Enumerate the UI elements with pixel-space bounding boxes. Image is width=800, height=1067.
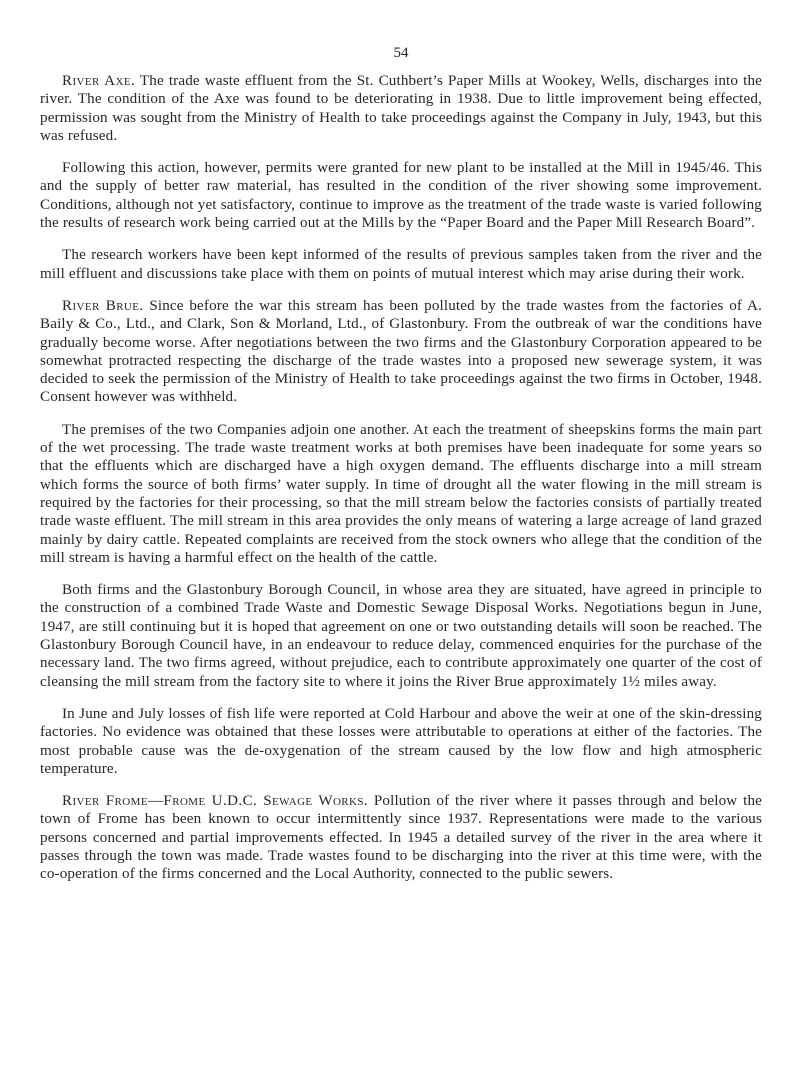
paragraph [40, 705, 762, 778]
paragraph-text: The research workers have been kept informed of the results of previous samples taken from the river and the mill effluent and discussions take place with them on points of mutual interest which may arise during their work. [40, 247, 762, 282]
paragraph [40, 159, 762, 232]
paragraph-text: The premises of the two Companies adjoin one another. At each the treatment of sheepskins forms the main part of the wet processing. The trade waste treatment works at both premises have been inadequate for some years so that the effluents which are discharged have a high oxygen demand. The effluents discharge into a mill stream which forms the source of both firms’ water supply. In time of drought all the water flowing in the mill stream is required by the factories for their processing, so that the mill stream below the factories consists of partially treated trade waste effluent. The mill stream in this area provides the only means of watering a large acreage of land grazed mainly by dairy cattle. Repeated complaints are received from the stock owners who allege that the condition of the mill stream is having a harmful effect on the health of the cattle. [40, 421, 762, 566]
section-heading-river-frome: River Frome—Frome U.D.C. Sewage Works. [62, 793, 369, 810]
paragraph-text: Pollution of the river where it passes through and below the town of Frome has been known to occur intermittently since 1937. Representations were made to the various persons concerned and partial improvements effected. In 1945 a detailed survey of the river in the area where it passes through the town was made. Trade wastes found to be discharging into the river at this time were, with the co-operation of the firms concerned and the Local Authority, connected to the public sewers. [40, 793, 762, 883]
paragraph-river-frome [40, 792, 762, 883]
page-number: 54 [393, 45, 409, 61]
document-page [40, 44, 762, 898]
paragraph [40, 421, 762, 567]
section-heading-river-brue: River Brue. [62, 297, 144, 314]
paragraph-text: The trade waste effluent from the St. Cuthbert’s Paper Mills at Wookey, Wells, discharges into the river. The condition of the Axe was found to be deteriorating in 1938. Due to little improvement being effected, permission was sought from the Ministry of Health to take proceedings against the Company in July, 1943, but this was refused. [40, 73, 762, 144]
paragraph [40, 246, 762, 283]
paragraph [40, 581, 762, 691]
paragraph-text: Since before the war this stream has been polluted by the trade wastes from the factories of A. Baily & Co., Ltd., and Clark, Son & Morland, Ltd., of Glastonbury. From the outbreak of war the conditions have gradually become worse. After negotiations between the two firms and the Glastonbury Corporation appeared to be somewhat protracted respecting the discharge of the trade wastes into a proposed new sewerage system, it was decided to seek the permission of the Ministry of Health to take proceedings against the two firms in October, 1948. Consent however was withheld. [40, 297, 762, 406]
paragraph-text: Following this action, however, permits were granted for new plant to be installed at the Mill in 1945/46. This and the supply of better raw material, has resulted in the condition of the river showing some improvement. Conditions, although not yet satisfactory, continue to improve as the treatment of the trade waste is varied following the results of research work being carried out at the Mills by the “Paper Board and the Paper Mill Research Board”. [40, 160, 762, 232]
section-heading-river-axe: River Axe. [62, 73, 136, 89]
paragraph-river-axe [40, 72, 762, 145]
paragraph-river-brue [40, 297, 762, 407]
paragraph-text: In June and July losses of fish life were reported at Cold Harbour and above the weir at one of the skin-dressing factories. No evidence was obtained that these losses were attributable to operations at either of the factories. The most probable cause was the de-oxygenation of the stream caused by the low flow and high atmospheric temperature. [40, 705, 762, 777]
paragraph-text: Both firms and the Glastonbury Borough Council, in whose area they are situated, have agreed in principle to the construction of a combined Trade Waste and Domestic Sewage Disposal Works. Negotiations begun in June, 1947, are still continuing but it is hoped that agreement on one or two outstanding details will soon be reached. The Glastonbury Borough Council have, in an endeavour to reduce delay, commenced enquiries for the purchase of the necessary land. The two firms agreed, without prejudice, each to contribute approximately one quarter of the cost of cleansing the mill stream from the factory site to where it joins the River Brue approximately 1½ miles away. [40, 582, 762, 690]
